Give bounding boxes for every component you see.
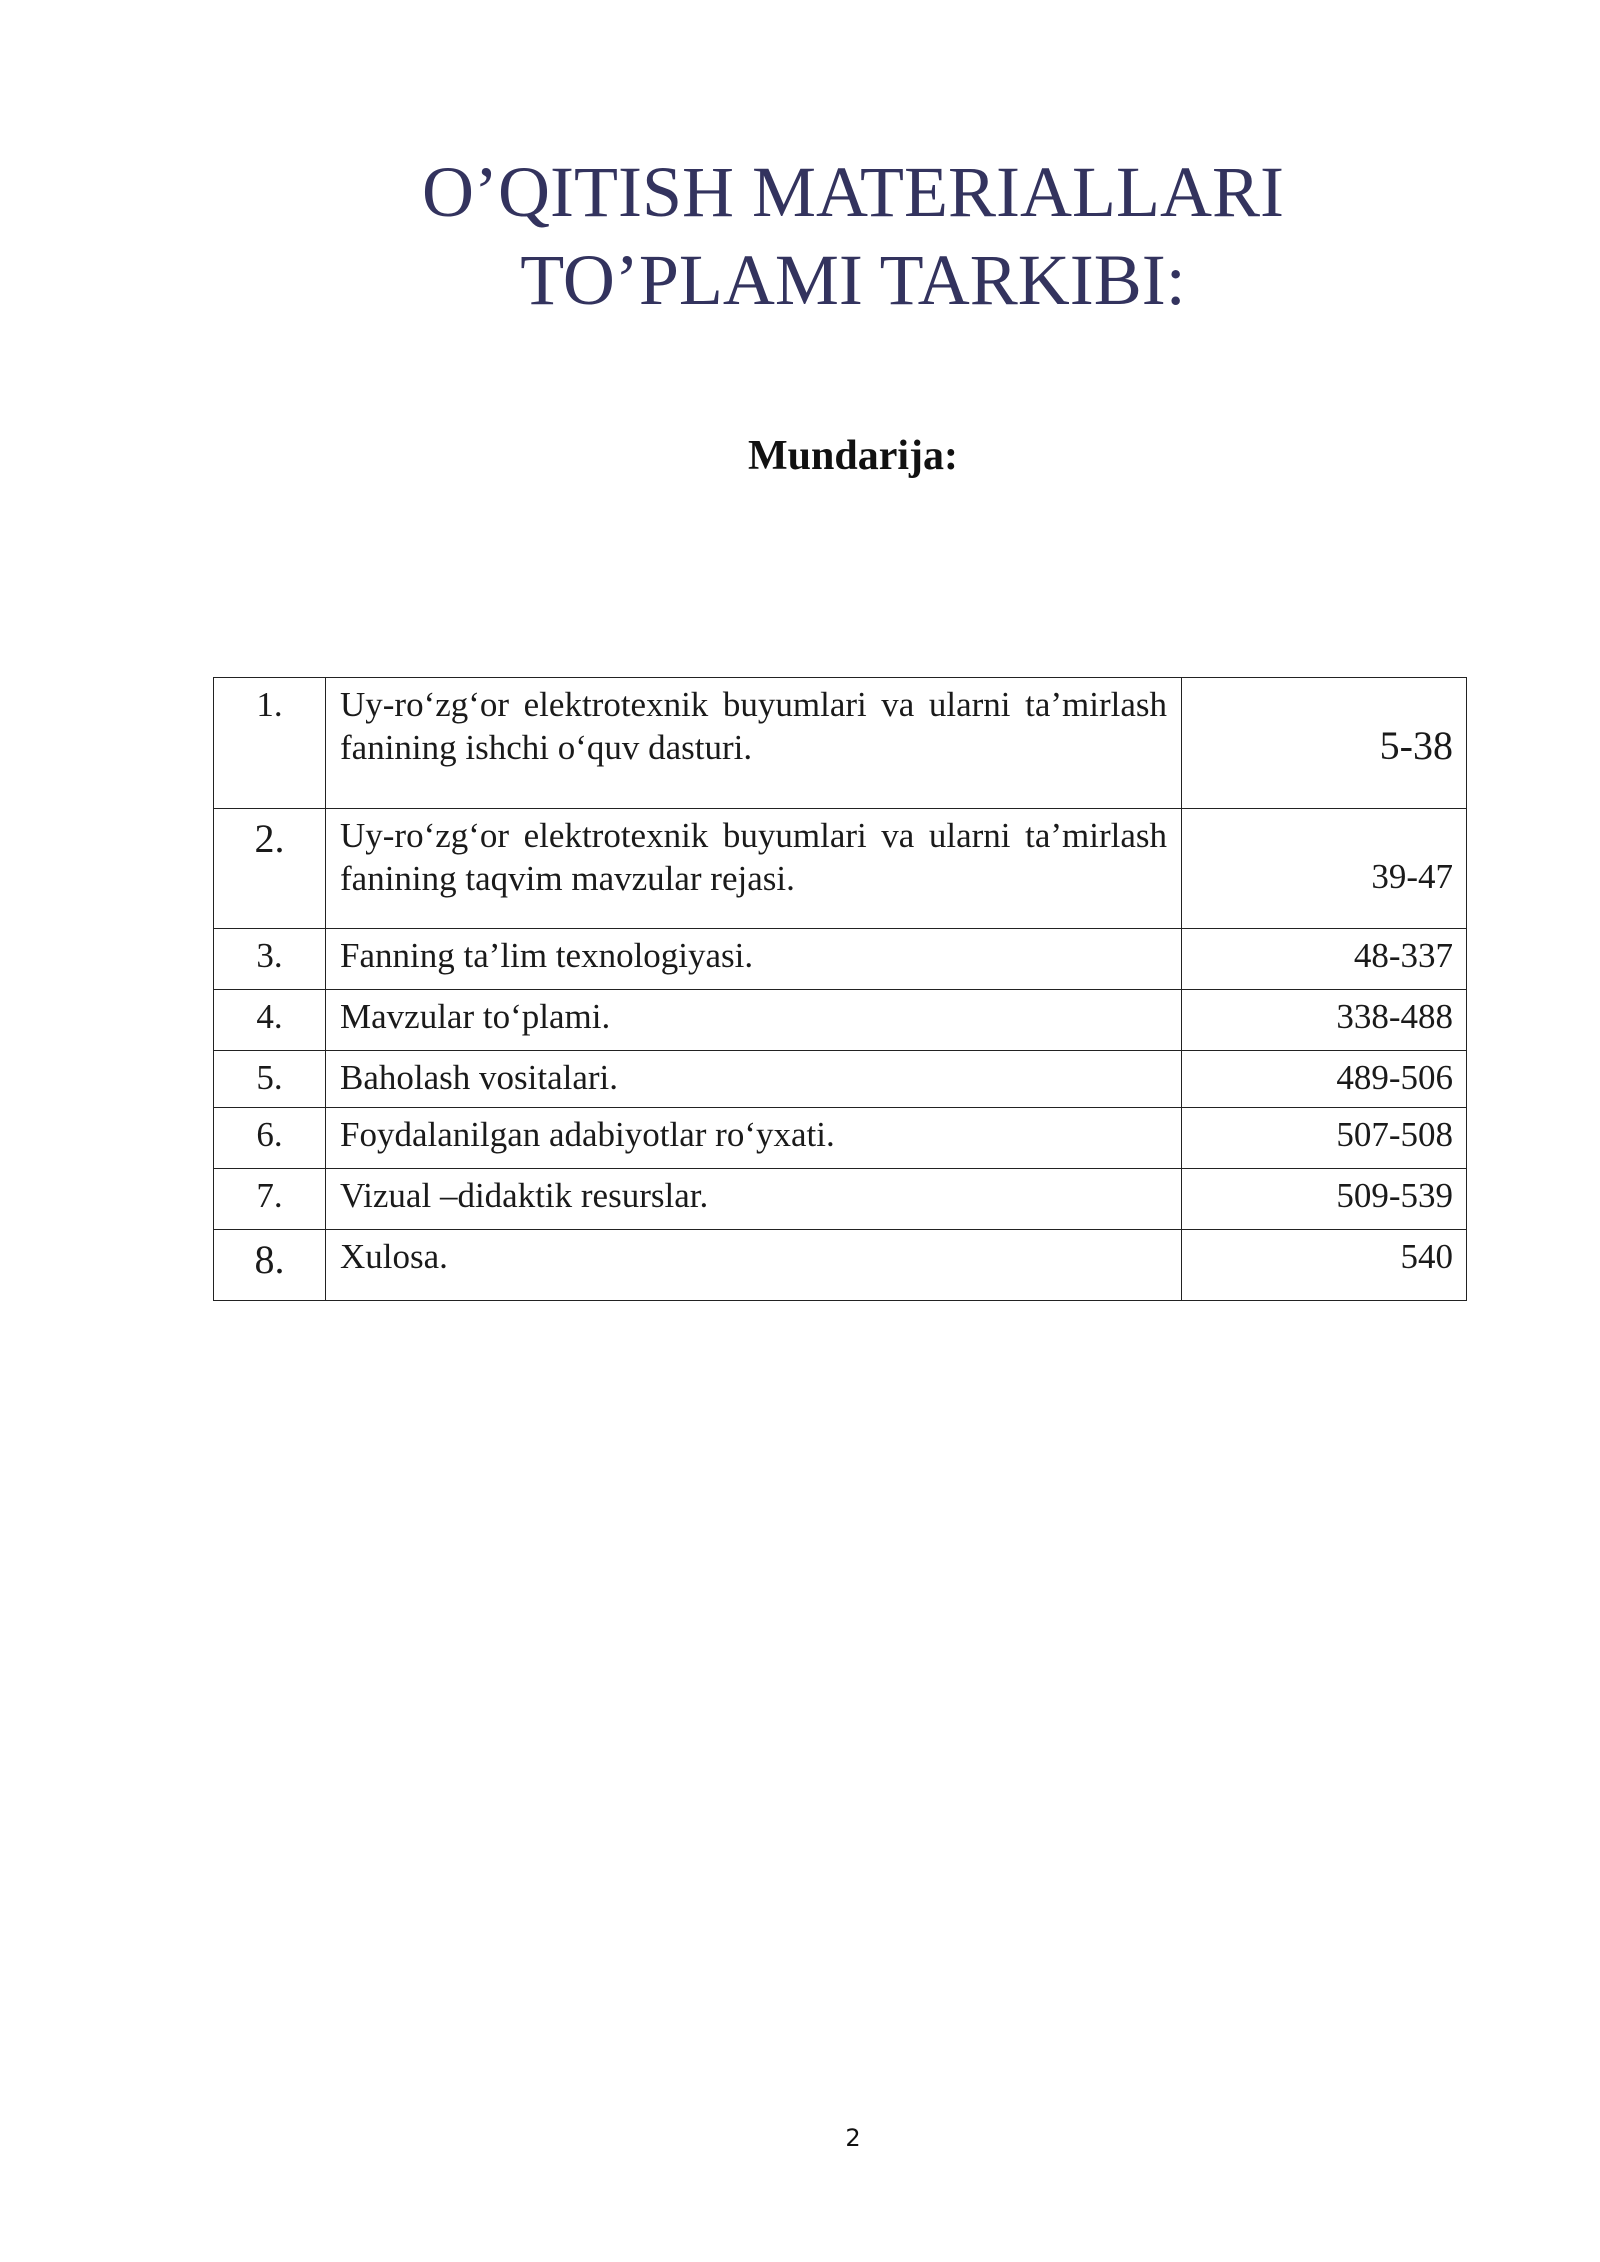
row-number: 5. xyxy=(214,1051,326,1108)
contents-heading: Mundarija: xyxy=(748,433,958,479)
row-number: 4. xyxy=(214,990,326,1051)
table-row xyxy=(214,1230,1467,1301)
row-title: Uy-ro‘zg‘or elektrotexnik buyumlari va ularni ta’mirlash fanining ishchi o‘quv dasturi. xyxy=(326,678,1182,809)
page-title-line-2: TO’PLAMI TARKIBI: xyxy=(520,240,1186,320)
table-of-contents xyxy=(213,677,1467,1301)
row-pages: 39-47 xyxy=(1182,809,1467,929)
row-number: 8. xyxy=(214,1230,326,1301)
row-number: 6. xyxy=(214,1108,326,1169)
page-number: 2 xyxy=(845,2124,861,2152)
row-pages: 509-539 xyxy=(1182,1169,1467,1230)
table-row xyxy=(214,1051,1467,1108)
row-pages: 5-38 xyxy=(1182,678,1467,809)
table-row xyxy=(214,929,1467,990)
table-row xyxy=(214,1108,1467,1169)
row-title: Xulosa. xyxy=(326,1230,1182,1301)
row-number: 2. xyxy=(214,809,326,929)
row-title: Uy-ro‘zg‘or elektrotexnik buyumlari va ularni ta’mirlash fanining taqvim mavzular rejasi. xyxy=(326,809,1182,929)
page-title-line-1: O’QITISH MATERIALLARI xyxy=(422,152,1284,232)
row-title: Fanning ta’lim texnologiyasi. xyxy=(326,929,1182,990)
row-pages: 48-337 xyxy=(1182,929,1467,990)
row-title: Baholash vositalari. xyxy=(326,1051,1182,1108)
table-row xyxy=(214,1169,1467,1230)
row-number: 3. xyxy=(214,929,326,990)
row-number: 1. xyxy=(214,678,326,809)
table-row xyxy=(214,809,1467,929)
row-title: Foydalanilgan adabiyotlar ro‘yxati. xyxy=(326,1108,1182,1169)
row-pages: 338-488 xyxy=(1182,990,1467,1051)
row-title: Vizual –didaktik resurslar. xyxy=(326,1169,1182,1230)
row-pages: 540 xyxy=(1182,1230,1467,1301)
row-pages: 489-506 xyxy=(1182,1051,1467,1108)
row-number: 7. xyxy=(214,1169,326,1230)
table-row xyxy=(214,678,1467,809)
row-title: Mavzular to‘plami. xyxy=(326,990,1182,1051)
row-pages: 507-508 xyxy=(1182,1108,1467,1169)
table-row xyxy=(214,990,1467,1051)
page-title xyxy=(0,148,1600,324)
